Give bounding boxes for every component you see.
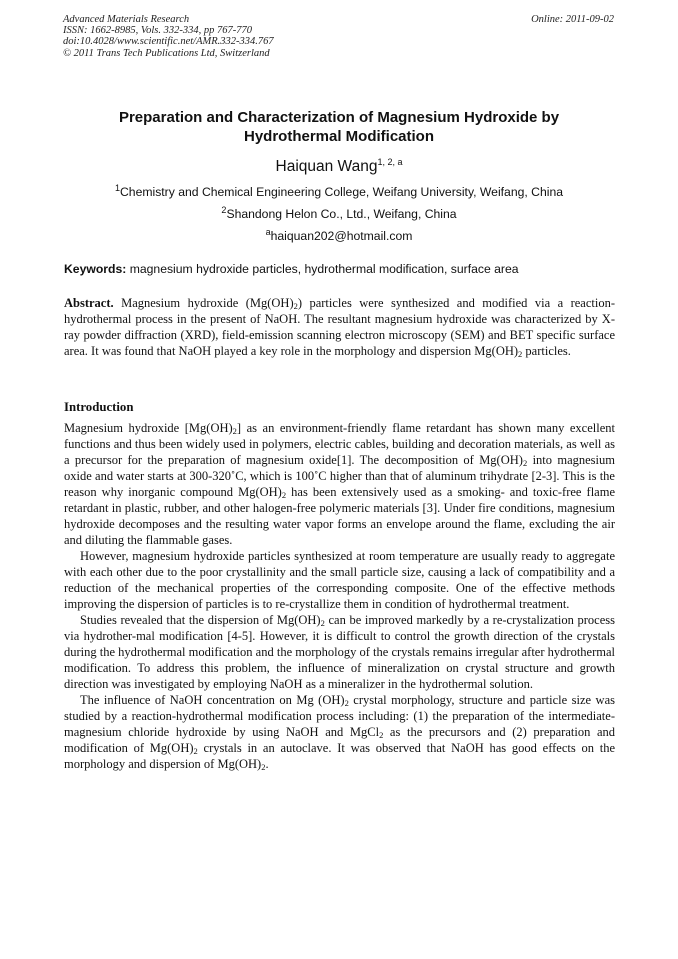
affiliation-mark: 2 <box>221 205 227 215</box>
subscript: 2 <box>281 490 287 500</box>
keywords <box>64 262 616 276</box>
journal-name: Advanced Materials Research <box>63 14 190 25</box>
subscript: 2 <box>232 426 237 436</box>
paragraph-text: Studies revealed that the dispersion of Mg(OH) <box>80 613 321 627</box>
abstract-text: particles. <box>522 344 571 358</box>
paragraph-text: ] as an environment-friendly flame retardant has shown many excellent functions and thus been widely used in polymers, electric cables, building and decoration materials, as well as a precursor for the preparation of magnesium oxide[1]. The decomposition of Mg(OH) <box>64 421 615 467</box>
journal-copyright: © 2011 Trans Tech Publications Ltd, Switzerland <box>63 47 270 59</box>
paragraph <box>64 612 615 692</box>
journal-issn: ISSN: 1662-8985, Vols. 332-334, pp 767-770 <box>63 25 252 37</box>
abstract-text: ) particles were synthesized and modified via a reaction-hydrothermal process in the present of NaOH. The resultant magnesium hydroxide was characterized by X-ray powder diffraction (XRD), field-emission scanning electron microscopy (SEM) and BET specific surface area. It was found that NaOH played a key role in the morphology and dispersion Mg(OH) <box>64 296 615 358</box>
subscript: 2 <box>522 458 528 468</box>
affiliation-mark: 1 <box>114 183 120 193</box>
subscript: 2 <box>379 730 384 740</box>
subscript: 2 <box>261 762 266 772</box>
paragraph <box>64 692 615 772</box>
affiliation-2 <box>0 205 678 221</box>
subscript: 2 <box>293 301 298 311</box>
subscript: 2 <box>518 349 523 359</box>
abstract <box>64 295 615 359</box>
paragraph-text: crystals in an autoclave. It was observed that NaOH has good effects on the morphology and dispersion of Mg(OH) <box>64 741 616 771</box>
paper-title-line: Preparation and Characterization of Magnesium Hydroxide by <box>118 109 560 126</box>
journal-header <box>63 14 274 59</box>
affiliation-1 <box>0 183 678 199</box>
paragraph-text: into magnesium oxide and water starts at 300-320˚C, which is 100˚C higher than that of aluminum trihydrate [2-3]. This is the reason why inorganic compound Mg(OH) <box>64 453 615 499</box>
keywords-text: magnesium hydroxide particles, hydrothermal modification, surface area <box>129 262 519 276</box>
journal-doi: doi:10.4028/www.scientific.net/AMR.332-334.767 <box>63 36 274 48</box>
author-line <box>0 157 678 176</box>
introduction-body <box>64 420 615 772</box>
subscript: 2 <box>320 618 325 628</box>
email-text: haiquan202@hotmail.com <box>270 229 413 244</box>
paragraph-text: as the precursors and (2) preparation and modification of Mg(OH) <box>64 725 615 755</box>
paragraph-text: Magnesium hydroxide [Mg(OH) <box>64 421 233 435</box>
affiliation-text: Shandong Helon Co., Ltd., Weifang, China <box>226 207 457 222</box>
author-email <box>0 227 678 243</box>
paragraph-text: can be improved markedly by a re-crystalization process via hydrother-mal modification [4-5]. However, it is difficult to control the growth direction of the crystals during the hydrothermal modification and the morphology of the crystals remains irregular after hydrothermal modification. To address this problem, the influence of mineralization on crystal structure and growth direction was investigated by employing NaOH as a mineralizer in the hydrothermal solution. <box>64 613 615 691</box>
paragraph-text: The influence of NaOH concentration on Mg (OH) <box>80 693 345 707</box>
subscript: 2 <box>193 746 198 756</box>
abstract-label: Abstract. <box>64 296 114 310</box>
keywords-label: Keywords: <box>64 262 127 276</box>
paragraph-text: has been extensively used as a smoking- and toxic-free flame retardant in plastic, rubber, and other halogen-free polymeric materials [3]. Under fire conditions, magnesium hydroxide decomposes and the resulting water vapor forms an envelope around the flame, excluding the air and diluting the flammable gases. <box>64 485 615 547</box>
online-date: Online: 2011-09-02 <box>531 14 614 25</box>
paragraph <box>64 420 615 548</box>
author-name: Haiquan Wang <box>275 158 378 176</box>
paragraph-text: crystal morphology, structure and particle size was studied by a reaction-hydrothermal modification process including: (1) the preparation of the intermediate-magnesium chloride hydroxide by using NaOH and MgCl <box>64 693 615 739</box>
affiliation-text: Chemistry and Chemical Engineering College, Weifang University, Weifang, China <box>119 185 564 200</box>
paper-title <box>70 108 608 146</box>
section-heading-introduction: Introduction <box>64 400 134 414</box>
paper-title-line: Hydrothermal Modification <box>243 128 434 145</box>
paragraph: However, magnesium hydroxide particles synthesized at room temperature are usually ready to aggregate with each other due to the poor crystallinity and the small particle size, causing a lack of compatibility and a reduction of the mechanical properties of the corresponding composite. One of the effective methods improving the dispersion of particles is to re-crystallize them in condition of hydrothermal treatment. <box>64 549 615 611</box>
paragraph-text: . <box>265 757 269 771</box>
affiliation-mark: a <box>265 227 271 237</box>
author-marks: 1, 2, a <box>377 157 403 167</box>
subscript: 2 <box>344 698 349 708</box>
abstract-text: Magnesium hydroxide (Mg(OH) <box>121 296 294 310</box>
